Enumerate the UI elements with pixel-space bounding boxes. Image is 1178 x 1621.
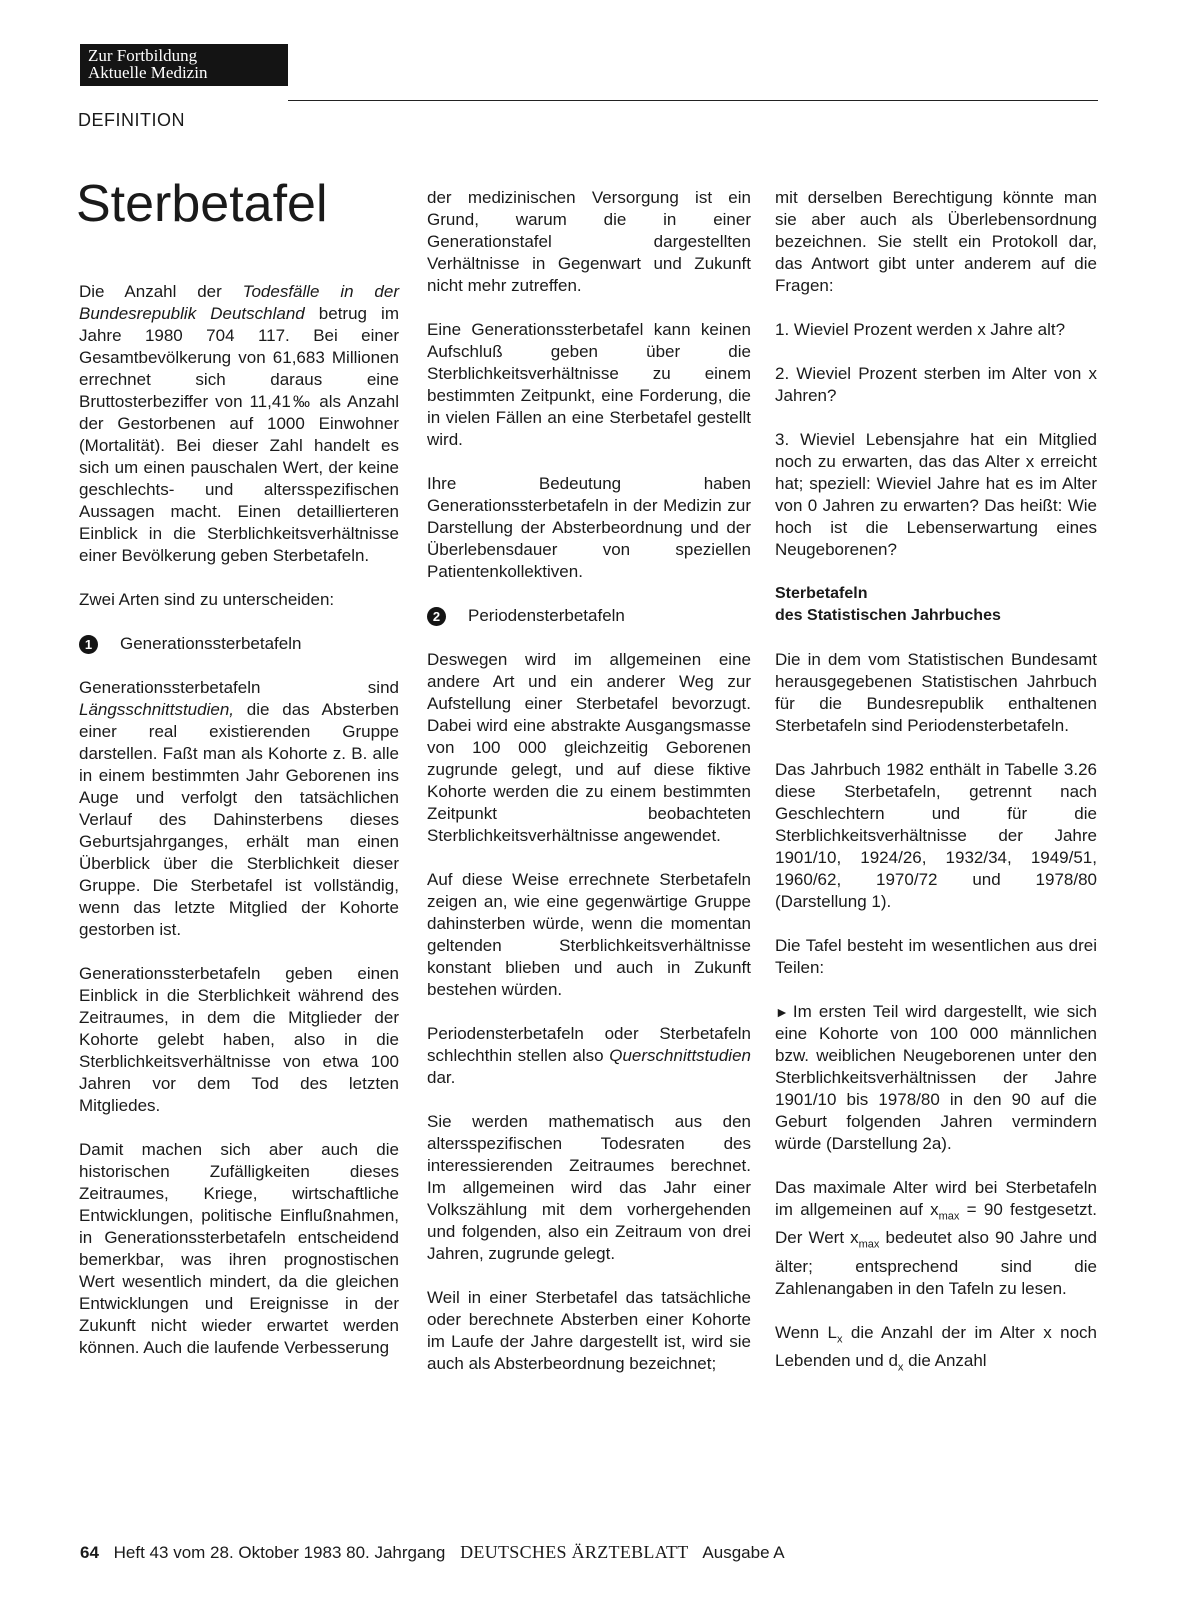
paragraph: der medizinischen Versorgung ist ein Grund, warum die in einer Generationstafel dargestellten Verhältnisse in Gegenwart und Zukunft nicht mehr zutreffen. [427,188,751,295]
paragraph: mit derselben Berechtigung könnte man sie aber auch als Überlebensordnung bezeichnen. Sie stellt ein Protokoll dar, das Antwort gibt unter anderem auf die Fragen: [775,188,1097,295]
paragraph: Weil in einer Sterbetafel das tatsächliche oder berechnete Absterben einer Kohorte im Laufe der Jahre dargestellt ist, wird sie auch als Absterbeordnung bezeichnet; [427,1288,751,1373]
edition: Ausgabe A [702,1543,785,1562]
question-3: 3. Wieviel Lebensjahre hat ein Mitglied noch zu erwarten, das das Alter x erreicht hat; speziell: Wieviel Jahre hat es im Alter von 0 Jahren zu erwarten? Das heißt: Wie hoch ist die Lebenserwartung eines Neugeborenen? [775,430,1097,559]
paragraph: Periodensterbetafeln oder Sterbetafeln schlechthin stellen also Querschnittstudien dar. [427,1024,751,1087]
paragraph: Generationssterbetafeln sind Längsschnittstudien, die das Absterben einer real existierenden Gruppe darstellen. Faßt man als Kohorte z. B. alle in einem bestimmten Jahr Geborenen ins Auge und verfolgt den tatsächlichen Verlauf des Dahinsterbens dieses Geburtsjahrganges, erhält man einen Überblick über die Sterblichkeit dieser Gruppe. Die Sterbetafel ist vollständig, wenn das letzte Mitglied der Kohorte gestorben ist. [79,678,399,939]
heading-text: Periodensterbetafeln [468,606,625,625]
heading-text: Generationssterbetafeln [120,634,302,653]
journal-name: DEUTSCHES ÄRZTEBLATT [460,1542,689,1562]
header-rule [288,100,1098,101]
issue-info: Heft 43 vom 28. Oktober 1983 80. Jahrgang [113,1543,446,1562]
column-2 [427,187,751,1375]
section-label: DEFINITION [78,110,185,130]
paragraph: Ihre Bedeutung haben Generationssterbetafeln in der Medizin zur Darstellung der Absterbeordnung und der Überlebensdauer von speziellen Patientenkollektiven. [427,474,751,581]
paragraph: Sie werden mathematisch aus den altersspezifischen Todesraten des interessierenden Zeitraumes berechnet. Im allgemeinen wird das Jahr einer Volkszählung mit dem vorhergehenden und folgenden, also ein Zeitraum von drei Jahren, zugrunde gelegt. [427,1112,751,1263]
paragraph: Wenn $L_x$ die Anzahl der im Alter x noch Lebenden und $d_x$ die Anzahl [775,1322,1098,1374]
arrow-bullet-icon: ► [775,1004,789,1020]
paragraph: Das maximale Alter wird bei Sterbetafeln im allgemeinen auf $x_{max} = 90$ festgesetzt. Der Wert $x_{max}$ bedeutet also 90 Jahre und älter; entsprechend sind die Zahlenangaben in den Tafeln zu lesen. [775,1178,1097,1298]
paragraph: Die Anzahl der Todesfälle in der Bundesrepublik Deutschland betrug im Jahre 1980 704 117. Bei einer Gesamtbevölkerung von 61,683 Millionen errechnet sich daraus eine Bruttosterbeziffer von 11,41‰ als Anzahl der Gestorbenen auf 1000 Einwohner (Mortalität). Bei dieser Zahl handelt es sich um einen pauschalen Wert, der keine geschlechts- und altersspezifischen Aussagen macht. Einen detaillierteren Einblick in die Sterblichkeitsverhältnisse einer Bevölkerung geben Sterbetafeln. [79,282,399,565]
number-one-icon: 1 [79,635,98,654]
paragraph: Generationssterbetafeln geben einen Einblick in die Sterblichkeit während des Zeitraumes, in dem die Mitglieder der Kohorte gelebt haben, also in die Sterblichkeitsverhältnisse von etwa 100 Jahren vor dem Tod des letzten Mitgliedes. [79,964,399,1115]
paragraph: Damit machen sich aber auch die historischen Zufälligkeiten dieses Zeitraumes, Kriege, wirtschaftliche Entwicklungen, politische Einflußnahmen, in Generationssterbetafeln entscheidend bemerkbar, was ihren prognostischen Wert wesentlich mindert, da die gleichen Entwicklungen und Ereignisse in der Zukunft nicht wieder erwartet werden können. Auch die laufende Verbesserung [79,1140,399,1357]
article-title: Sterbetafel [76,175,328,233]
page-number: 64 [80,1543,99,1562]
number-two-icon: 2 [427,607,446,626]
page-footer [80,1542,785,1563]
column-3 [775,187,1097,1379]
paragraph: Eine Generationssterbetafel kann keinen Aufschluß geben über die Sterblichkeitsverhältnisse zu einem bestimmten Zeitpunkt, eine Forderung, die in vielen Fällen an eine Sterbetafel gestellt wird. [427,320,751,449]
column-1 [79,281,399,1359]
section-heading-periods [427,605,751,627]
paragraph: Deswegen wird im allgemeinen eine andere Art und ein anderer Weg zur Aufstellung einer Sterbetafel bevorzugt. Dabei wird eine abstrakte Ausgangsmasse von 100 000 gleichzeitig Geborenen zugrunde gelegt, und auf diese fiktive Kohorte werden die zu einem bestimmten Zeitpunkt beobachteten Sterblichkeitsverhältnisse angewendet. [427,650,751,845]
badge-line-2: Aktuelle Medizin [88,63,208,82]
section-heading-generations [79,633,399,655]
paragraph: Zwei Arten sind zu unterscheiden: [79,590,335,609]
badge-line-1: Zur Fortbildung [88,46,198,65]
paragraph: ► Im ersten Teil wird dargestellt, wie sich eine Kohorte von 100 000 männlichen bzw. weiblichen Neugeborenen unter den Sterblichkeitsverhältnissen der Jahre 1901/10 bis 1978/80 in den 90 auf die Geburt folgenden Jahren vermindern würde (Darstellung 2a). [775,1002,1097,1153]
paragraph: Auf diese Weise errechnete Sterbetafeln zeigen an, wie eine gegenwärtige Gruppe dahinsterben würde, wenn die momentan geltenden Sterblichkeitsverhältnisse konstant blieben und auch in Zukunft bestehen würden. [427,870,751,999]
section-badge [80,44,288,86]
paragraph: Die Tafel besteht im wesentlichen aus drei Teilen: [775,936,1097,977]
question-1: 1. Wieviel Prozent werden x Jahre alt? [775,320,1066,339]
paragraph: Das Jahrbuch 1982 enthält in Tabelle 3.26 diese Sterbetafeln, getrennt nach Geschlechtern und für die Sterblichkeitsverhältnisse der Jahre 1901/10, 1924/26, 1932/34, 1949/51, 1960/62, 1970/72 und 1978/80 (Darstellung 1). [775,760,1097,911]
question-2: 2. Wieviel Prozent sterben im Alter von x Jahren? [775,364,1097,405]
paragraph: Die in dem vom Statistischen Bundesamt herausgegebenen Statistischen Jahrbuch für die Bundesrepublik enthaltenen Sterbetafeln sind Periodensterbetafeln. [775,650,1097,735]
subheading-statistical-yearbook: Sterbetafeln des Statistischen Jahrbuches [775,585,1001,624]
